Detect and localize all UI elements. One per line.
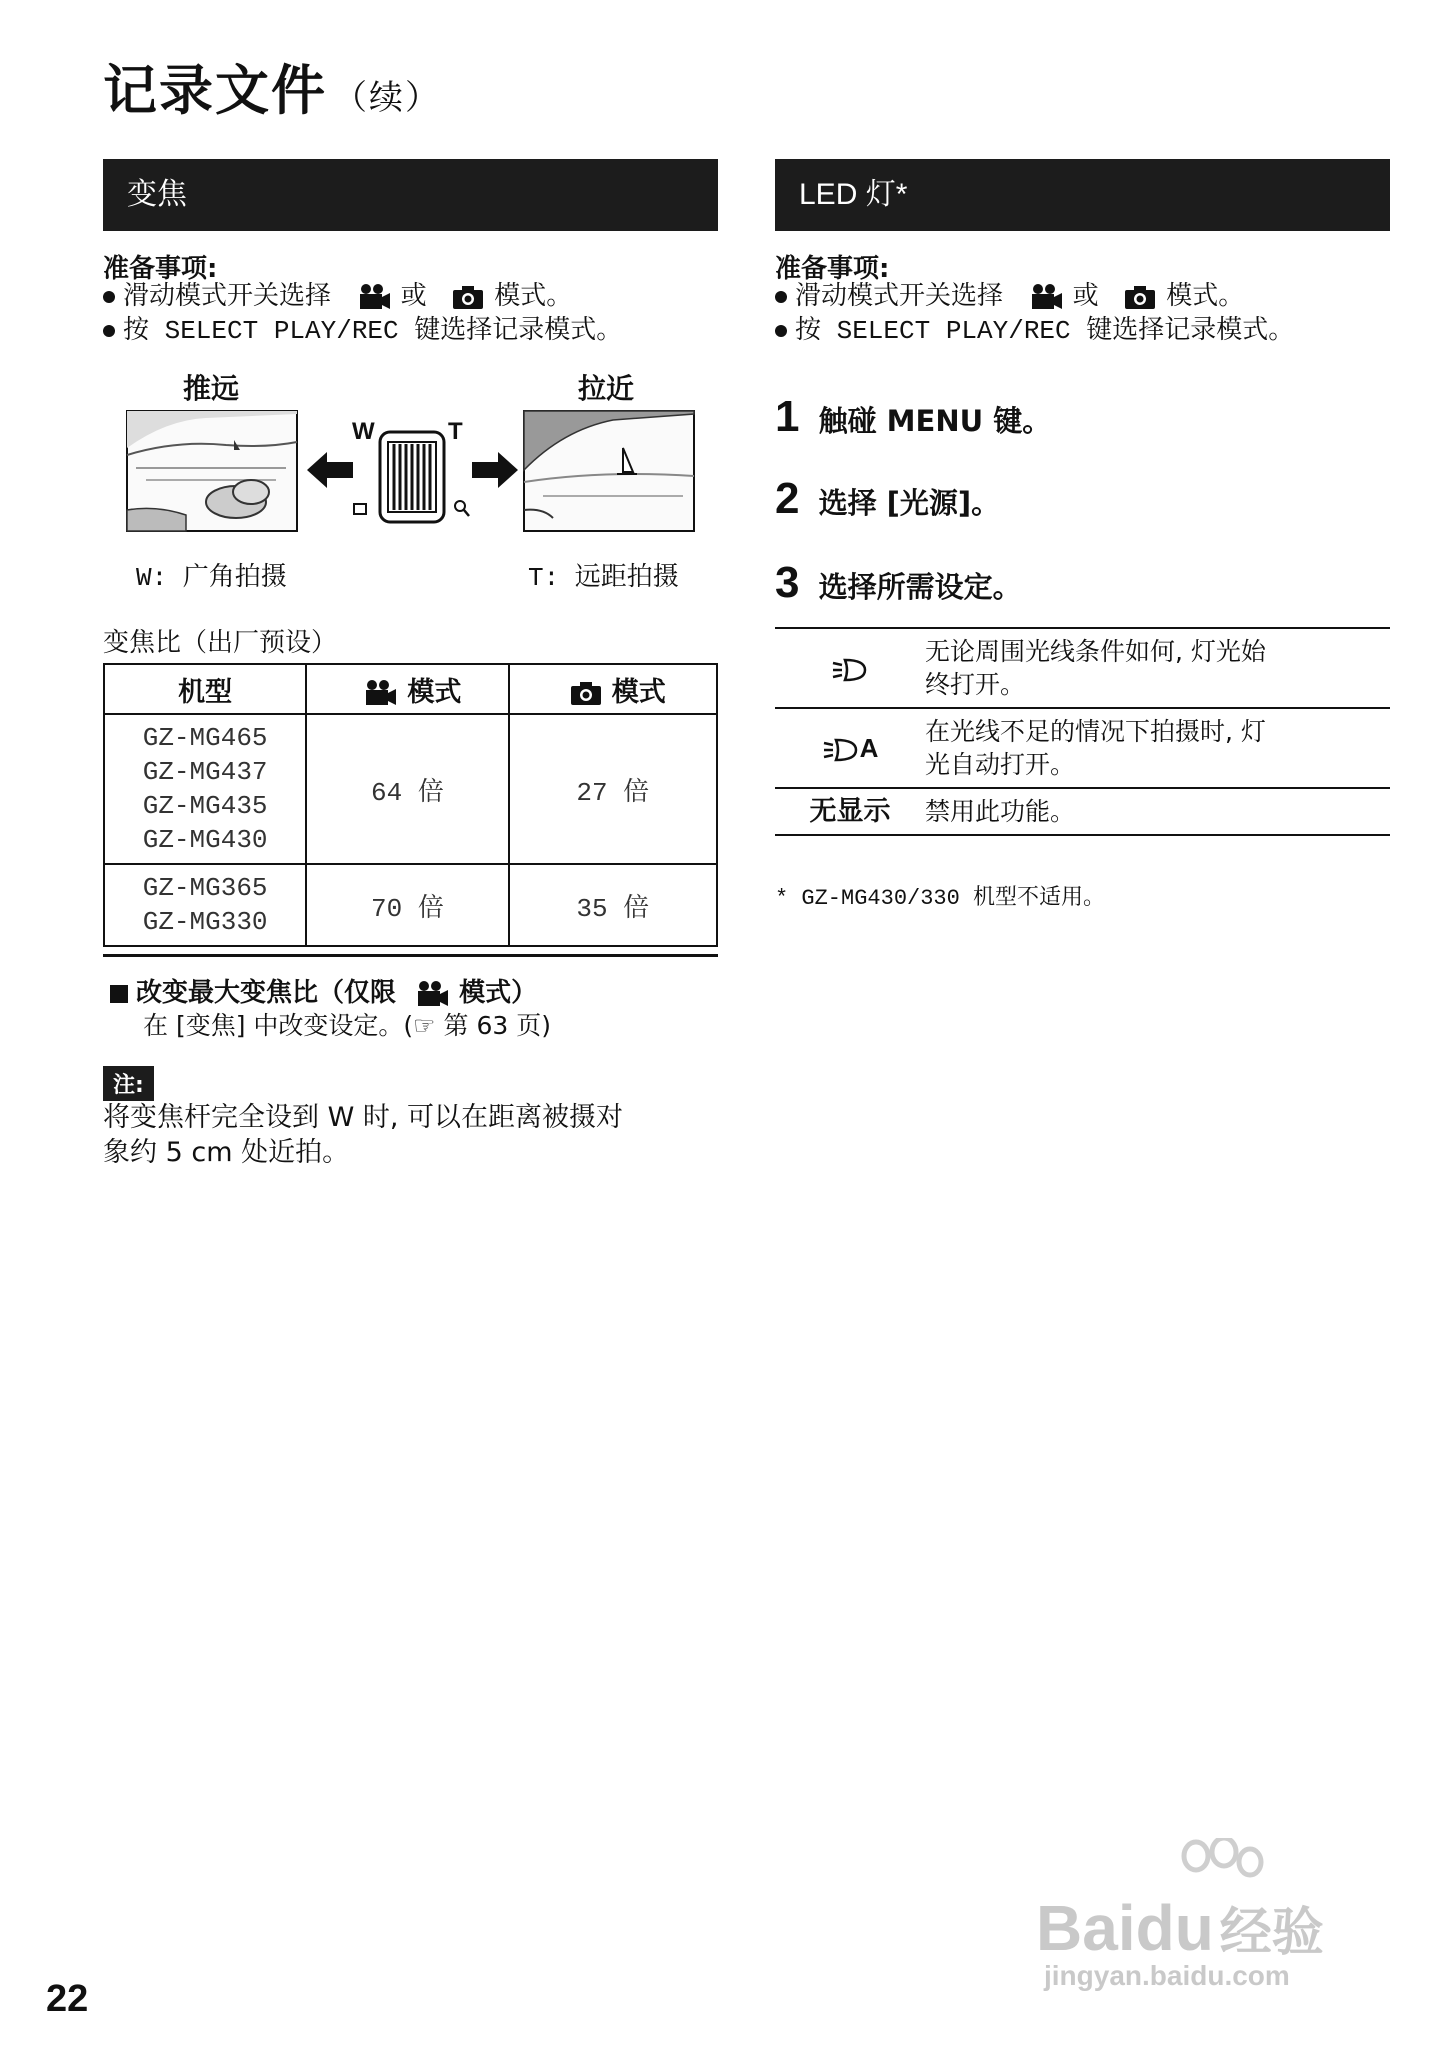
zoom-ratio-table: [103, 663, 718, 947]
page-title: [103, 48, 441, 125]
zoom-bullet-mode-switch: [103, 280, 572, 314]
model-name: GZ-MG430: [142, 825, 268, 855]
desc-line: 无论周围光线条件如何, 灯光始: [925, 637, 1266, 666]
col-photo-label: 模式: [611, 676, 666, 708]
zoom-lever-icon: [352, 420, 472, 530]
photo-zoom-cell: 35 倍: [509, 864, 717, 946]
note-line: 将变焦杆完全设到 W 时, 可以在距离被摄对: [103, 1102, 624, 1133]
zoom-ratio-title: 变焦比（出厂预设）: [103, 628, 338, 658]
led-option-desc: [925, 628, 1390, 708]
bullet-text: 滑动模式开关选择: [123, 282, 332, 312]
watermark-text: du: [1135, 1892, 1214, 1964]
baidu-watermark: [1036, 1838, 1416, 1991]
table-row: [104, 864, 717, 946]
step-text: 选择 [光源]。: [818, 486, 1001, 520]
led-option-icon-text: A: [859, 732, 879, 763]
table-row: [104, 714, 717, 864]
table-row: [775, 708, 1390, 788]
square-bullet-icon: [110, 985, 128, 1003]
section-divider: [103, 954, 718, 957]
arrow-left-icon: [307, 448, 355, 492]
col-photo-header: [509, 664, 717, 714]
model-name: GZ-MG365: [142, 873, 268, 903]
zoom-section-heading: [103, 159, 718, 231]
led-option-icon-cell: [775, 708, 925, 788]
video-mode-icon: [363, 679, 397, 707]
table-header-row: [104, 664, 717, 714]
step-text: 触碰 MENU 键。: [818, 404, 1052, 438]
bullet-text: 按 SELECT PLAY/REC 键选择记录模式。: [123, 316, 623, 346]
col-model-header: 机型: [104, 664, 306, 714]
bullet-text: 或: [400, 282, 427, 312]
led-option-desc: [925, 708, 1390, 788]
led-bullet-select: [775, 314, 1294, 348]
model-name: GZ-MG465: [142, 723, 268, 753]
step-number: 1: [775, 392, 800, 441]
telephoto-illustration: [523, 410, 695, 532]
photo-mode-icon: [570, 680, 602, 706]
page-title-suffix: （续）: [333, 78, 441, 118]
zoom-prep-title: 准备事项:: [103, 254, 218, 284]
max-zoom-text: 在 [变焦] 中改变设定。(☞ 第 63 页): [143, 1011, 551, 1040]
max-zoom-heading-text: 模式）: [459, 978, 538, 1008]
video-mode-icon: [1029, 283, 1063, 311]
bullet-dot: [775, 325, 787, 337]
step-text: 选择所需设定。: [818, 570, 1022, 604]
led-section-heading: [775, 159, 1390, 231]
model-name: GZ-MG435: [142, 791, 268, 821]
bullet-text: 按 SELECT PLAY/REC 键选择记录模式。: [795, 316, 1295, 346]
note-label: 注:: [103, 1066, 154, 1101]
model-name: GZ-MG437: [142, 757, 268, 787]
page-title-text: 记录文件: [103, 59, 327, 122]
model-cell: [104, 714, 306, 864]
led-option-desc: [925, 788, 1390, 835]
led-step-2: [775, 474, 1000, 524]
step-number: 3: [775, 558, 800, 607]
lever-w-label: W: [352, 418, 375, 445]
zoom-bullet-select: [103, 314, 622, 348]
max-zoom-heading-text: 改变最大变焦比（仅限: [136, 978, 397, 1008]
label-wide: 推远: [183, 372, 240, 405]
step-number: 2: [775, 474, 800, 523]
model-cell: [104, 864, 306, 946]
led-footnote: * GZ-MG430/330 机型不适用。: [775, 886, 1106, 911]
led-light-auto-icon: [822, 737, 860, 763]
video-mode-icon: [357, 283, 391, 311]
bullet-text: 模式。: [1166, 282, 1245, 312]
caption-wide: W: 广角拍摄: [136, 563, 287, 593]
watermark-text: Bai: [1036, 1892, 1136, 1964]
bullet-text: 模式。: [494, 282, 573, 312]
led-prep-title: 准备事项:: [775, 254, 890, 284]
led-step-1: [775, 392, 1051, 442]
bullet-text: 滑动模式开关选择: [795, 282, 1004, 312]
caption-tele: T: 远距拍摄: [528, 563, 679, 593]
lever-t-label: T: [448, 418, 463, 445]
video-zoom-cell: 70 倍: [306, 864, 508, 946]
table-row: [775, 628, 1390, 708]
photo-zoom-cell: 27 倍: [509, 714, 717, 864]
led-step-3: [775, 558, 1022, 608]
col-video-header: [306, 664, 508, 714]
arrow-right-icon: [470, 448, 518, 492]
desc-line: 禁用此功能。: [925, 797, 1076, 826]
note-text: [103, 1100, 623, 1170]
bullet-text: 或: [1072, 282, 1099, 312]
table-row: [775, 788, 1390, 835]
led-option-icon-cell: [775, 628, 925, 708]
col-video-label: 模式: [407, 676, 462, 708]
desc-line: 在光线不足的情况下拍摄时, 灯: [925, 717, 1266, 746]
led-light-on-icon: [831, 657, 869, 683]
watermark-text: 经验: [1219, 1904, 1324, 1962]
video-mode-icon: [415, 980, 449, 1008]
label-tele: 拉近: [578, 372, 635, 405]
zoom-heading-text: 变焦: [127, 177, 187, 212]
max-zoom-heading: [110, 972, 537, 1009]
watermark-brand: [1036, 1890, 1324, 1965]
led-heading-text: LED 灯*: [799, 178, 908, 211]
desc-line: 光自动打开。: [925, 750, 1076, 779]
model-name: GZ-MG330: [142, 907, 268, 937]
note-line: 象约 5 cm 处近拍。: [103, 1137, 350, 1168]
led-option-icon-cell: 无显示: [775, 788, 925, 835]
desc-line: 终打开。: [925, 670, 1026, 699]
led-options-table: [775, 627, 1390, 836]
photo-mode-icon: [1124, 284, 1156, 310]
wide-angle-illustration: [126, 410, 298, 532]
photo-mode-icon: [452, 284, 484, 310]
video-zoom-cell: 64 倍: [306, 714, 508, 864]
page-number: 22: [46, 1978, 89, 2020]
bullet-dot: [103, 291, 115, 303]
bullet-dot: [775, 291, 787, 303]
bullet-dot: [103, 325, 115, 337]
watermark-url: jingyan.baidu.com: [1044, 1960, 1290, 1991]
led-bullet-mode-switch: [775, 280, 1244, 314]
